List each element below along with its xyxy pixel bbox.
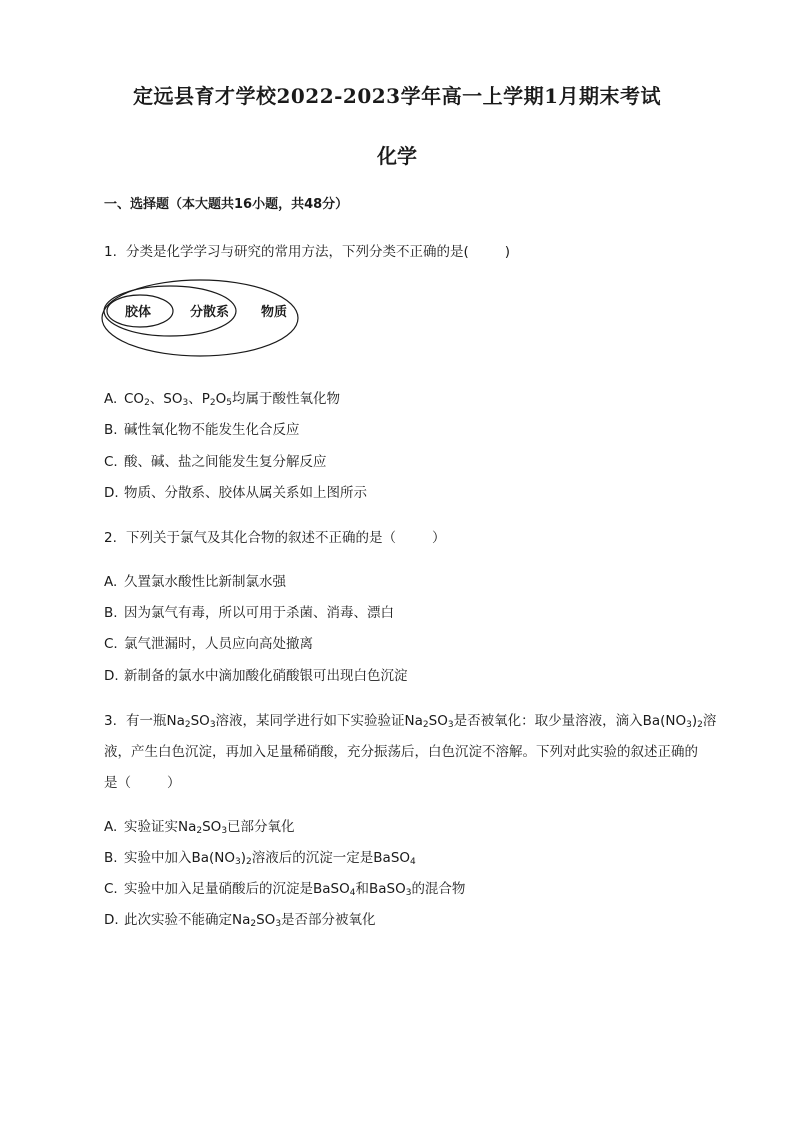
q2-option-a: A. 久置氯水酸性比新制氯水强 [104,574,286,590]
q1-option-b: B. 碱性氧化物不能发生化合反应 [104,422,300,438]
question-2-stem: 2. 下列关于氯气及其化合物的叙述不正确的是（ ） [104,530,446,546]
question-3-stem-line-3: 是（ ） [104,775,181,791]
subject-title: 化学 [377,144,417,168]
question-1-stem: 1. 分类是化学学习与研究的常用方法，下列分类不正确的是( ) [104,244,511,260]
q3-option-c: C. 实验中加入足量硝酸后的沉淀是BaSO$_4$和BaSO$_3$的混合物 [104,881,466,898]
classification-diagram [100,278,310,358]
q2-option-c: C. 氯气泄漏时，人员应向高处撤离 [104,636,313,652]
question-3-stem-line-1: 3. 有一瓶$Na_2SO_3$溶液，某同学进行如下实验验证$Na_2SO_3$是否被氧化：取少量溶液，滴入$Ba(NO_3)_2$溶 [104,713,717,730]
q1-option-d: D. 物质、分散系、胶体从属关系如上图所示 [104,485,367,501]
q3-option-b: B. 实验中加入$Ba(NO_3)_2$溶液后的沉淀一定是BaSO$_4$ [104,850,416,867]
section-heading: 一、选择题（本大题共16小题，共48分） [104,197,349,212]
label-dispersion-system: 分散系 [190,305,230,320]
q2-option-d: D. 新制备的氯水中滴加酸化硝酸银可出现白色沉淀 [104,668,408,684]
q2-option-b: B. 因为氯气有毒，所以可用于杀菌、消毒、漂白 [104,605,394,621]
exam-title: 定远县育才学校2022-2023学年高一上学期1月期末考试 [132,84,662,108]
q1-option-a: A. $CO_2$、$SO_3$、$P_2O_5$均属于酸性氧化物 [104,391,340,408]
question-3-stem-line-2: 液，产生白色沉淀，再加入足量稀硝酸，充分振荡后，白色沉淀不溶解。下列对此实验的叙述正确的 [104,744,698,760]
label-colloid: 胶体 [125,305,152,320]
q1-option-c: C. 酸、碱、盐之间能发生复分解反应 [104,454,327,470]
q3-option-a: A. 实验证实$Na_2SO_3$已部分氧化 [104,819,295,836]
q3-option-d: D. 此次实验不能确定$Na_2SO_3$是否部分被氧化 [104,912,376,929]
label-matter: 物质 [261,305,288,320]
